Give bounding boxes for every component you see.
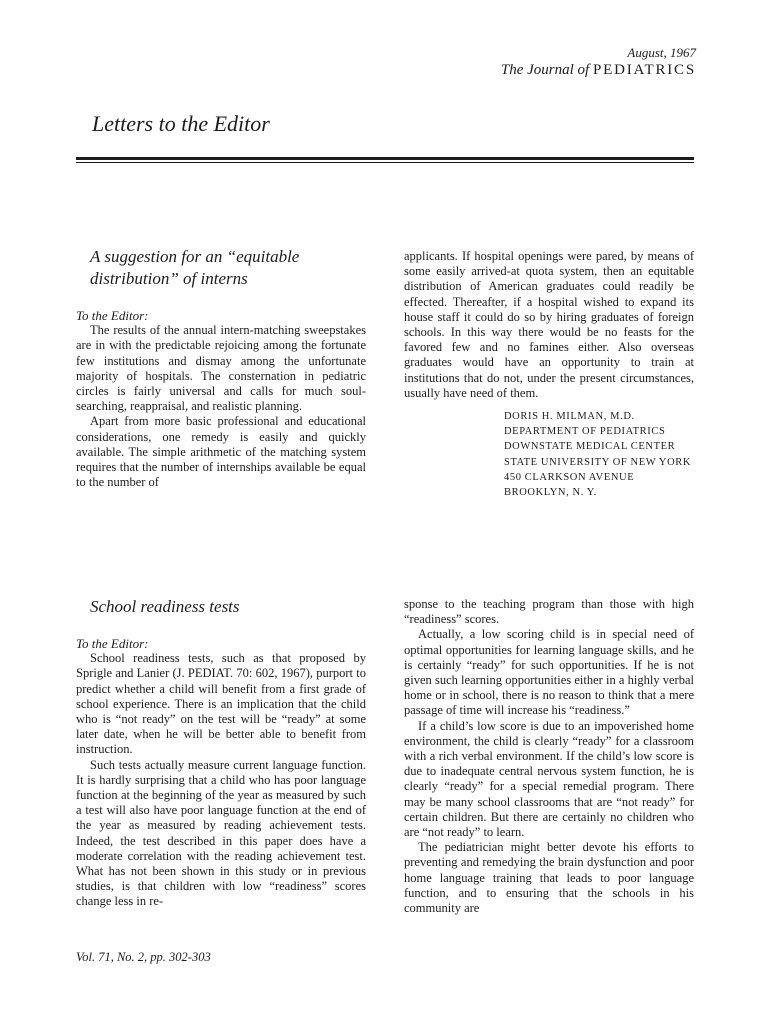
- signature-line: 450 CLARKSON AVENUE: [504, 471, 635, 483]
- letter1-paragraph: The results of the annual intern-matching sweepstakes are in with the predictable rejoicing among the fortunate few institutions and dismay among the unfortunate majority of hospitals. The consternation in pediatric circles is fairly universal and calls for much soul-searching, reappraisal, and realistic planning.: [76, 323, 366, 414]
- letter1-signature: [404, 409, 694, 500]
- journal-name: [501, 62, 696, 79]
- signature-line: BROOKLYN, N. Y.: [504, 487, 597, 499]
- letter2-paragraph: Actually, a low scoring child is in special need of optimal opportunities for learning language skills, and he is certainly “ready” for such opportunities. If he is not given such learning opportunities either in a highly verbal home or in school, there is no reason to think that a mere passage of time will increase his “readiness.”: [404, 627, 694, 718]
- signature-line: STATE UNIVERSITY OF NEW YORK: [504, 456, 692, 468]
- letter2-paragraph: Such tests actually measure current language function. It is hardly surprising that a child who has poor language function at the beginning of the year as measured by such a test will also have poor language function at the end of the year as measured by reading achievement tests. Indeed, the test described in this paper does have a moderate correlation with the reading achievement test. What has not been shown in this study or in previous studies, is that children with low “readiness” scores change less in re-: [76, 757, 366, 909]
- header-rule-thin: [76, 162, 694, 163]
- signature-line: DEPARTMENT OF PEDIATRICS: [504, 426, 666, 438]
- letter1-title: A suggestion for an “equitable distribution” of interns: [90, 247, 300, 288]
- section-title: Letters to the Editor: [92, 111, 270, 136]
- header-rule-thick: [76, 157, 694, 160]
- signature-line: DORIS H. MILMAN, M.D.: [504, 411, 635, 423]
- letter2-right-column: [404, 597, 694, 916]
- letter1-paragraph: Apart from more basic professional and educational considerations, one remedy is easily and quickly available. The simple arithmetic of the matching system requires that the number of internships available be equal to the number of: [76, 414, 366, 490]
- letter1-right-column: [404, 249, 694, 500]
- letter1-paragraph: applicants. If hospital openings were pared, by means of some easily arrived-at quota system, then an equitable distribution of American graduates could readily be effected. Thereafter, if a hospital wished to expand its house staff it could do so by hiring graduates of foreign schools. In this way there would be no feasts for the favored few and no famines either. Also overseas graduates would have an opportunity to train at institutions that do not, under the present circumstances, usually have need of them.: [404, 249, 694, 400]
- letter2-paragraph: The pediatrician might better devote his efforts to preventing and remedying the brain dysfunction and poor home language training that leads to poor language function, and to ensuring that the schools in his community are: [404, 840, 694, 916]
- letter2-paragraph: School readiness tests, such as that proposed by Sprigle and Lanier (J. PEDIAT. 70: 602, 1967), purport to predict whether a child will benefit from a first grade of school experience. There is an implication that the child who is “not ready” on the test will be “ready” at some later date, when he will be better able to benefit from instruction.: [76, 651, 366, 757]
- journal-prefix: The Journal of: [500, 62, 590, 78]
- letter2-salutation: To the Editor:: [76, 636, 149, 651]
- issue-date: August, 1967: [627, 45, 696, 60]
- signature-line: DOWNSTATE MEDICAL CENTER: [504, 441, 676, 453]
- letter2-paragraph: If a child’s low score is due to an impoverished home environment, the child is clearly “ready” for a classroom with a rich verbal environment. If the child’s low score is due to inadequate central nervous system function, he is clearly “ready” for a special remedial program. There may be many school classrooms that are “not ready” for certain children. But there are certainly no children who are “not ready” to learn.: [404, 718, 694, 840]
- page-footer-citation: Vol. 71, No. 2, pp. 302-303: [76, 950, 211, 964]
- letter2-left-column: [76, 596, 366, 910]
- letter2-title: School readiness tests: [90, 597, 240, 616]
- letter1-left-column: [76, 246, 366, 490]
- journal-title: PEDIATRICS: [592, 62, 696, 78]
- letter2-paragraph: sponse to the teaching program than those with high “readiness” scores.: [404, 597, 694, 627]
- letter1-salutation: To the Editor:: [76, 308, 149, 323]
